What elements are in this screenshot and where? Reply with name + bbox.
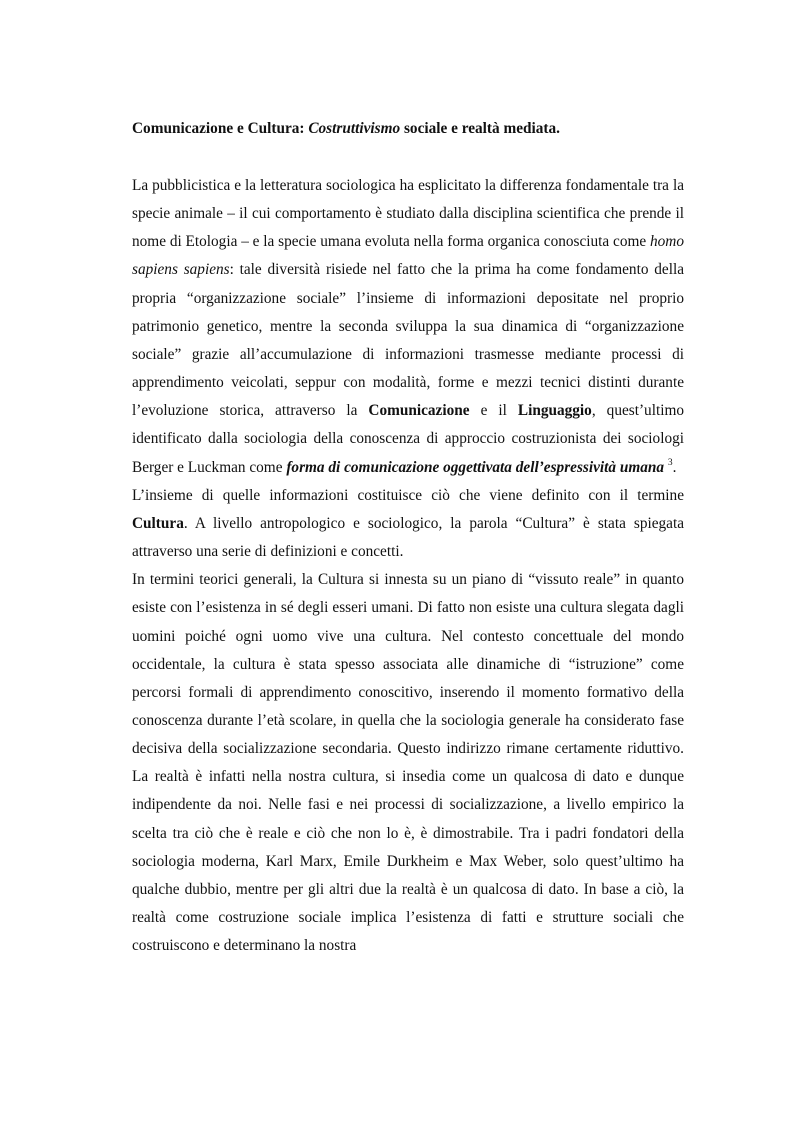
p2-text-1: L’insieme di quelle informazioni costituisce ciò che viene definito con il termine [132, 486, 684, 504]
paragraph-3 [132, 566, 684, 960]
p1-bold-linguaggio: Linguaggio [517, 402, 592, 420]
p1-italic-homo-sapiens: homo sapiens sapiens [132, 233, 684, 279]
document-page [132, 0, 684, 1123]
document-body [132, 172, 684, 960]
p1-text-4: , quest’ultimo identificato dalla sociologia della conoscenza di approccio costruzionista dei sociologi Berger e Luckman come [132, 402, 685, 476]
title-part-3: sociale e realtà mediata. [400, 120, 561, 137]
p1-bold-italic-definition: forma di comunicazione oggettivata dell’espressività umana [286, 458, 665, 476]
p1-text-1: La pubblicistica e la letteratura sociologica ha esplicitato la differenza fondamentale tra la specie animale – il cui comportamento è studiato dalla disciplina scientifica che prende il nome di Etologia – e la specie umana evoluta nella forma organica conosciuta come [132, 177, 684, 251]
p2-text-2: . A livello antropologico e sociologico, la parola “Cultura” è stata spiegata attraverso una serie di definizioni e concetti. [132, 514, 684, 561]
paragraph-1 [132, 172, 684, 482]
paragraph-2 [132, 482, 684, 566]
title-part-1: Comunicazione e Cultura: [132, 120, 309, 137]
p1-text-3: e il [469, 402, 518, 420]
p1-bold-comunicazione: Comunicazione [368, 402, 470, 420]
document-title [132, 119, 684, 139]
p1-text-6: . [672, 458, 677, 476]
p1-text-2: : tale diversità risiede nel fatto che la prima ha come fondamento della propria “organizzazione sociale” l’insieme di informazioni depositate nel proprio patrimonio genetico, mentre la seconda sviluppa la sua dinamica di “organizzazione sociale” grazie all’accumulazione di informazioni trasmesse mediante processi di apprendimento veicolati, seppur con modalità, forme e mezzi tecnici distinti durante l’evoluzione storica, attraverso la [132, 261, 684, 420]
title-italic-costruttivismo: Costruttivismo [308, 120, 401, 137]
p3-text: In termini teorici generali, la Cultura si innesta su un piano di “vissuto reale” in quanto esiste con l’esistenza in sé degli esseri umani. Di fatto non esiste una cultura slegata dagli uomini poiché ogni uomo vive una cultura. Nel contesto concettuale del mondo occidentale, la cultura è stata spesso associata alle dinamiche di “istruzione” come percorsi formali di apprendimento conoscitivo, inserendo il momento formativo della conoscenza durante l’età scolare, in quella che la sociologia generale ha considerato fase decisiva della socializzazione secondaria. Questo indirizzo rimane certamente riduttivo. La realtà è infatti nella nostra cultura, si insedia come un qualcosa di dato e dunque indipendente da noi. Nelle fasi e nei processi di socializzazione, a livello empirico la scelta tra ciò che è reale e ciò che non lo è, è dimostrabile. Tra i padri fondatori della sociologia moderna, Karl Marx, Emile Durkheim e Max Weber, solo quest’ultimo ha qualche dubbio, mentre per gli altri due la realtà è un qualcosa di dato. In base a ciò, la realtà come costruzione sociale implica l’esistenza di fatti e strutture sociali che costruiscono e determinano la nostra [132, 571, 684, 955]
p2-bold-cultura: Cultura [132, 514, 184, 532]
footnote-marker: 3 [667, 457, 673, 468]
